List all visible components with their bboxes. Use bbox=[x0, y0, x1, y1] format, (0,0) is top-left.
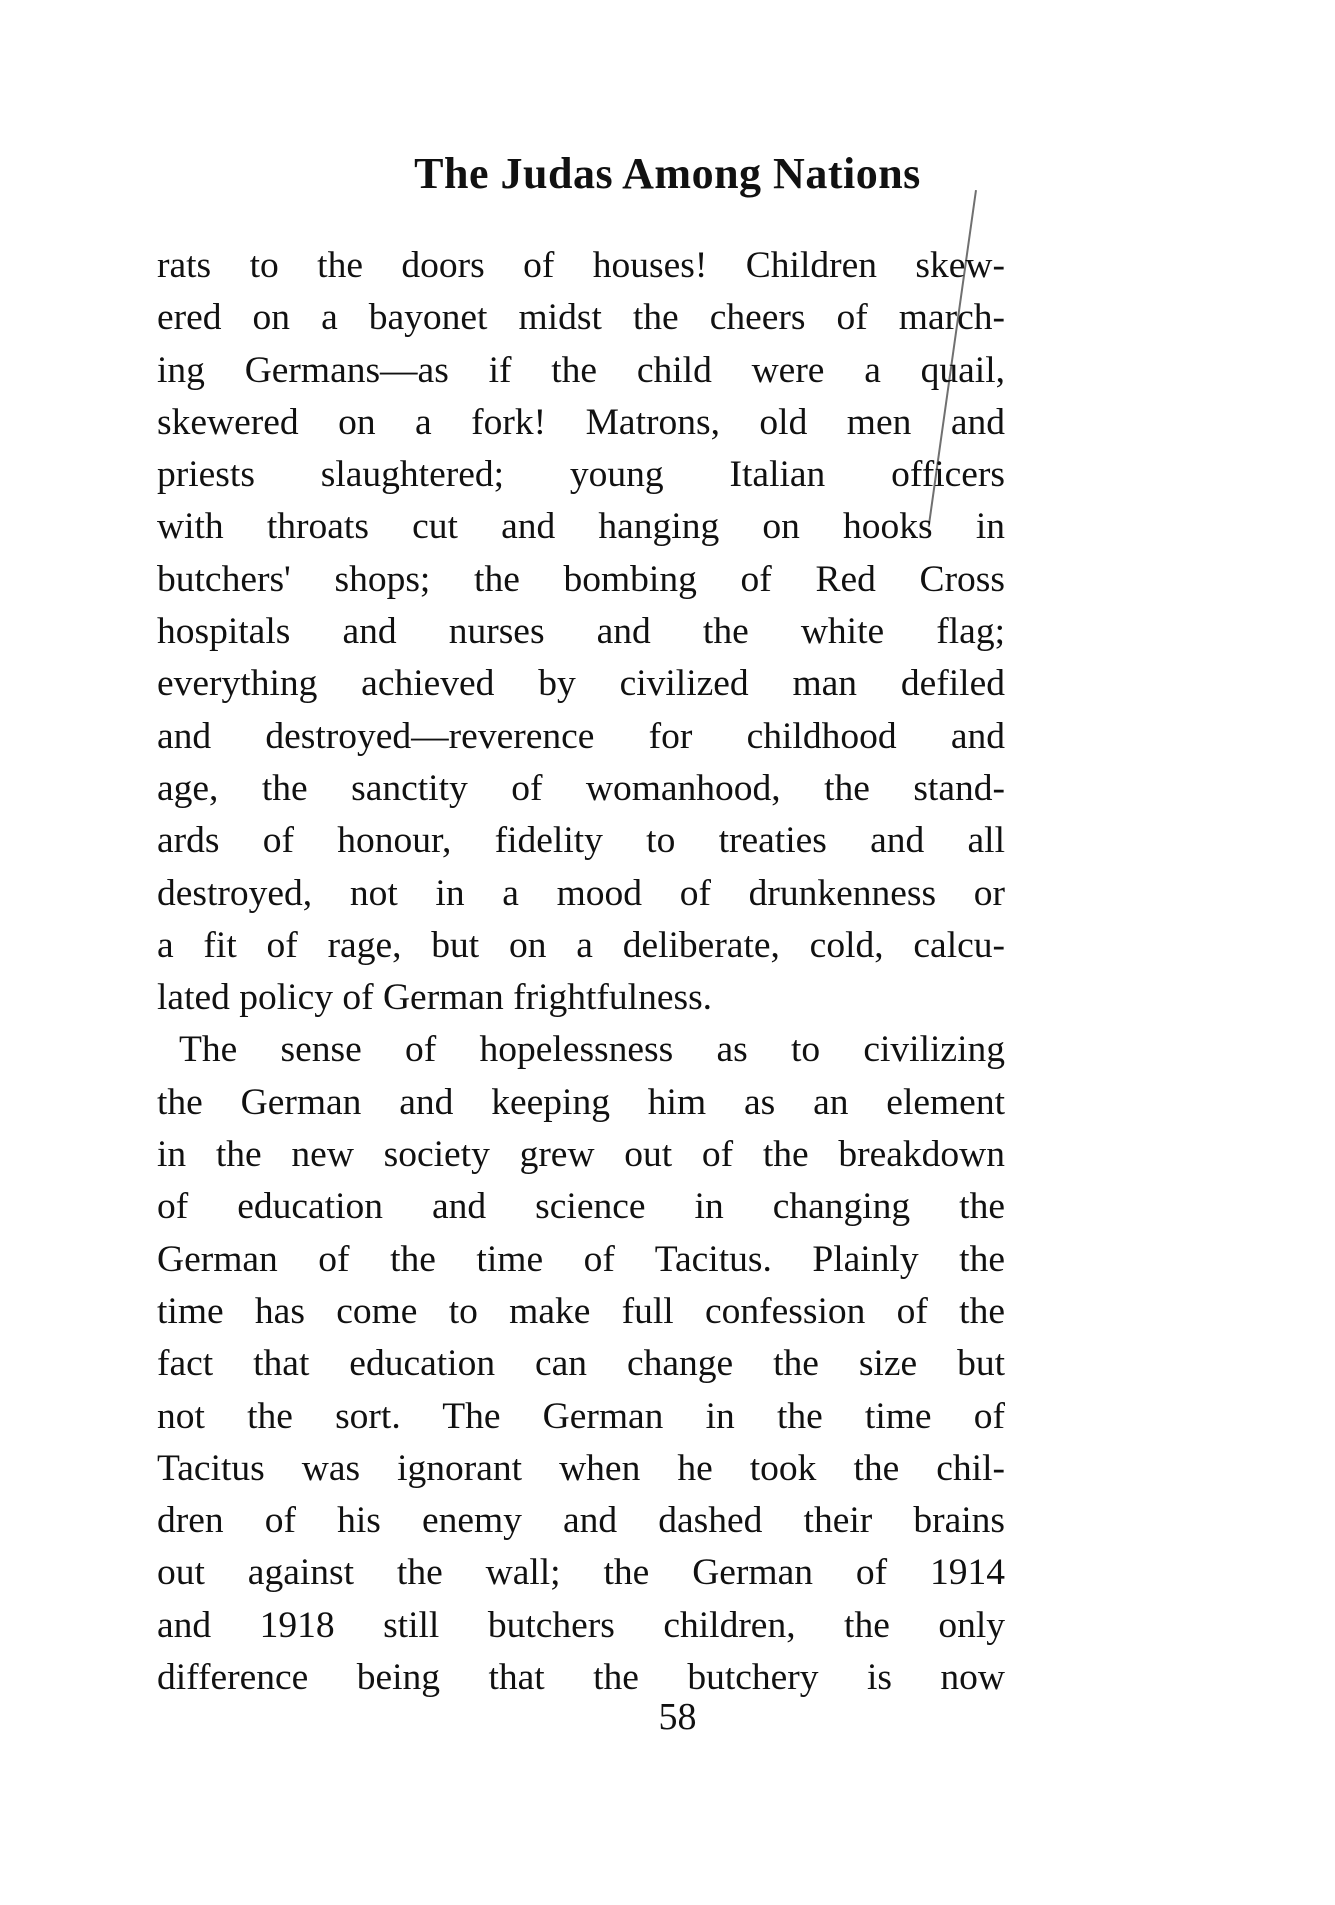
text-line: butchers' shops; the bombing of Red Cross bbox=[157, 558, 1005, 600]
text-line: lated policy of German frightfulness. bbox=[157, 977, 713, 1019]
text-line: not the sort. The German in the time of bbox=[157, 1395, 1005, 1437]
text-line: ered on a bayonet midst the cheers of march- bbox=[157, 297, 1005, 339]
text-line: and destroyed—reverence for childhood and bbox=[157, 715, 1005, 757]
text-line: Tacitus was ignorant when he took the chil- bbox=[157, 1447, 1005, 1489]
running-head-title: The Judas Among Nations bbox=[414, 149, 921, 198]
text-line: rats to the doors of houses! Children skew- bbox=[157, 245, 1005, 286]
text-line: The sense of hopelessness as to civilizing bbox=[179, 1029, 1005, 1071]
text-line: everything achieved by civilized man defiled bbox=[157, 663, 1005, 705]
text-line: difference being that the butchery is now bbox=[157, 1657, 1005, 1699]
text-line: and 1918 still butchers children, the only bbox=[157, 1604, 1005, 1646]
text-line: fact that education can change the size but bbox=[157, 1343, 1005, 1385]
text-line: ards of honour, fidelity to treaties and all bbox=[157, 820, 1005, 862]
text-line: of education and science in changing the bbox=[157, 1186, 1005, 1228]
text-line: a fit of rage, but on a deliberate, cold, calcu- bbox=[157, 924, 1005, 966]
page-body bbox=[157, 240, 1005, 1704]
text-line: ing Germans—as if the child were a quail, bbox=[157, 349, 1005, 391]
text-line: in the new society grew out of the breakdown bbox=[157, 1134, 1005, 1176]
text-line: out against the wall; the German of 1914 bbox=[157, 1552, 1005, 1594]
text-line: age, the sanctity of womanhood, the stand- bbox=[157, 767, 1005, 809]
text-line: German of the time of Tacitus. Plainly the bbox=[157, 1238, 1005, 1280]
text-line: with throats cut and hanging on hooks in bbox=[157, 506, 1005, 548]
text-line: skewered on a fork! Matrons, old men and bbox=[157, 401, 1005, 443]
text-line: time has come to make full confession of the bbox=[157, 1290, 1005, 1332]
page-number: 58 bbox=[658, 1696, 697, 1738]
text-line: the German and keeping him as an element bbox=[157, 1081, 1005, 1123]
text-line: priests slaughtered; young Italian officers bbox=[157, 454, 1005, 496]
text-line: destroyed, not in a mood of drunkenness or bbox=[157, 872, 1005, 914]
text-line: hospitals and nurses and the white flag; bbox=[157, 611, 1005, 653]
text-line: dren of his enemy and dashed their brains bbox=[157, 1500, 1005, 1542]
